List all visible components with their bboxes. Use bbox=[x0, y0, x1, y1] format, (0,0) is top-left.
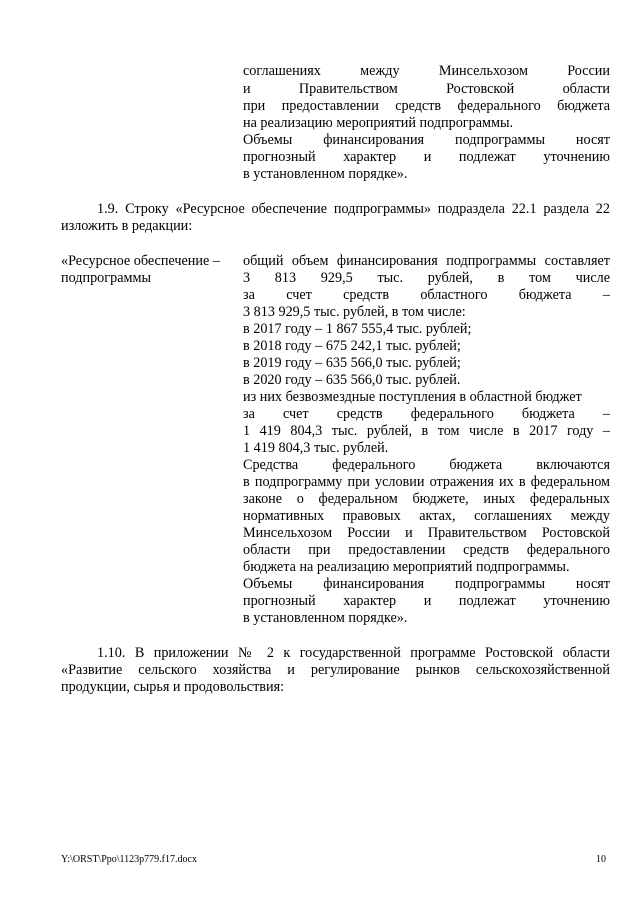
text-line: при предоставлении средств федерального бюджета bbox=[243, 98, 610, 114]
row-value-line: в установленном порядке». bbox=[243, 610, 408, 626]
row-value-line: бюджета на реализацию мероприятий подпрограммы. bbox=[243, 559, 570, 575]
row-value-line: Объемы финансирования подпрограммы носят bbox=[243, 576, 610, 592]
row-value-line: за счет средств областного бюджета – bbox=[243, 287, 610, 303]
row-value-line: в 2017 году – 1 867 555,4 тыс. рублей; bbox=[243, 321, 472, 337]
text-line: на реализацию мероприятий подпрограммы. bbox=[243, 115, 514, 131]
text-line: изложить в редакции: bbox=[61, 218, 193, 234]
row-label-line: подпрограммы bbox=[61, 270, 151, 286]
text-line: прогнозный характер и подлежат уточнению bbox=[243, 149, 610, 165]
text-line: и Правительством Ростовской области bbox=[243, 81, 610, 97]
text-line: в установленном порядке». bbox=[243, 166, 408, 182]
row-value-line: законе о федеральном бюджете, иных федеральных bbox=[243, 491, 610, 507]
text-line: продукции, сырья и продовольствия: bbox=[61, 679, 285, 695]
row-value-line: в 2018 году – 675 242,1 тыс. рублей; bbox=[243, 338, 461, 354]
row-value-line: в 2020 году – 635 566,0 тыс. рублей. bbox=[243, 372, 461, 388]
text-line: 1.10. В приложении № 2 к государственной программе Ростовской области bbox=[97, 645, 610, 661]
text-line: 1.9. Строку «Ресурсное обеспечение подпрограммы» подраздела 22.1 раздела 22 bbox=[97, 201, 610, 217]
row-value-line: 3 813 929,5 тыс. рублей, в том числе: bbox=[243, 304, 466, 320]
row-value-line: 1 419 804,3 тыс. рублей. bbox=[243, 440, 389, 456]
row-label-line: «Ресурсное обеспечение – bbox=[61, 253, 220, 269]
row-value-line: общий объем финансирования подпрограммы составляет bbox=[243, 253, 610, 269]
row-value-line: Средства федерального бюджета включаются bbox=[243, 457, 610, 473]
row-value-line: Минсельхозом России и Правительством Ростовской bbox=[243, 525, 610, 541]
row-value-line: 1 419 804,3 тыс. рублей, в том числе в 2017 году – bbox=[243, 423, 610, 439]
text-line: «Развитие сельского хозяйства и регулирование рынков сельскохозяйственной bbox=[61, 662, 610, 678]
row-value-line: в 2019 году – 635 566,0 тыс. рублей; bbox=[243, 355, 461, 371]
text-line: Объемы финансирования подпрограммы носят bbox=[243, 132, 610, 148]
row-value-line: нормативных правовых актах, соглашениях между bbox=[243, 508, 610, 524]
row-value-line: из них безвозмездные поступления в областной бюджет bbox=[243, 389, 582, 405]
row-value-line: области при предоставлении средств федерального bbox=[243, 542, 610, 558]
row-value-line: за счет средств федерального бюджета – bbox=[243, 406, 610, 422]
row-value-line: прогнозный характер и подлежат уточнению bbox=[243, 593, 610, 609]
text-line: соглашениях между Минсельхозом России bbox=[243, 63, 610, 79]
page-number: 10 bbox=[596, 854, 606, 865]
file-path: Y:\ORST\Ppo\1123p779.f17.docx bbox=[61, 854, 197, 865]
row-value-line: 3 813 929,5 тыс. рублей, в том числе bbox=[243, 270, 610, 286]
row-value-line: в подпрограмму при условии отражения их в федеральном bbox=[243, 474, 610, 490]
